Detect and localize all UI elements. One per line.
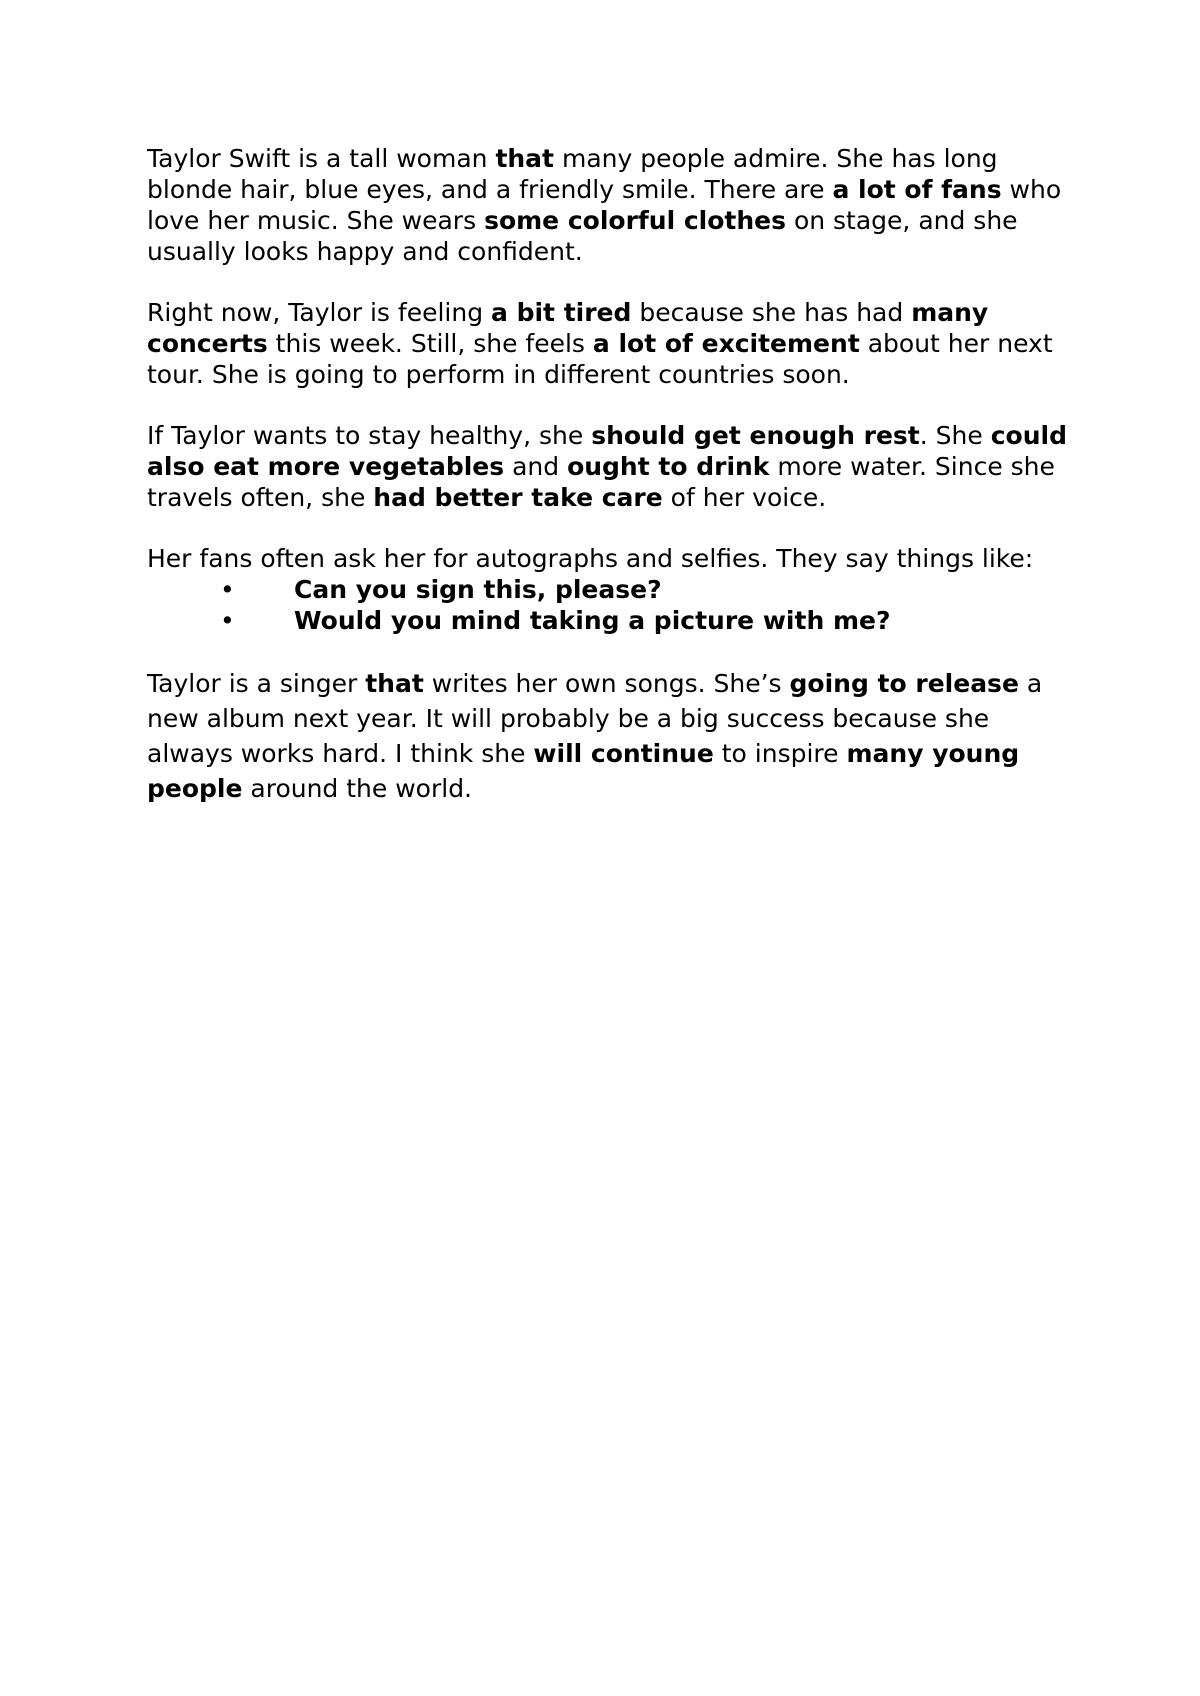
emphasized-text: had better take care (373, 483, 663, 512)
bullet-icon: • (220, 575, 235, 604)
document-page (147, 143, 1077, 836)
text-run: Taylor Swift is a tall woman (147, 144, 496, 173)
paragraph-closing (147, 666, 1077, 806)
emphasized-text: could also eat more vegetables (147, 421, 1067, 481)
paragraph-advice (147, 420, 1077, 513)
emphasized-text: some colorful clothes (484, 206, 786, 235)
text-run: this week. Still, she feels (267, 329, 593, 358)
emphasized-text: should get enough rest (591, 421, 920, 450)
emphasized-text: many young people (147, 739, 1020, 803)
text-run: . She (919, 421, 991, 450)
text-run: Right now, Taylor is feeling (147, 298, 492, 327)
text-run: Taylor is a singer (147, 669, 366, 698)
text-run: who love her music. She wears (147, 175, 1062, 235)
text-run: many people admire. She has long blonde hair, blue eyes, and a friendly smile. There are (147, 144, 998, 204)
quote-text: Would you mind taking a picture with me? (294, 606, 891, 635)
text-run: because she has had (631, 298, 912, 327)
text-run: on stage, and she usually looks happy and confident. (147, 206, 1018, 266)
emphasized-text: a bit tired (491, 298, 632, 327)
text-run: If Taylor wants to stay healthy, she (147, 421, 592, 450)
text-run: to inspire (713, 739, 847, 768)
paragraph-feelings (147, 297, 1077, 390)
bullet-icon: • (220, 606, 235, 635)
emphasized-text: a lot of excitement (592, 329, 860, 358)
text-run: a new album next year. It will probably be a big success because she always works hard. I think she (147, 669, 1043, 768)
text-run: writes her own songs. She’s (423, 669, 790, 698)
emphasized-text: many concerts (147, 298, 989, 358)
text-run: about her next tour. She is going to perform in different countries soon. (147, 329, 1053, 389)
emphasized-text: going to release (789, 669, 1019, 698)
emphasized-text: that (495, 144, 555, 173)
list-item (147, 605, 1077, 636)
quote-text: Can you sign this, please? (294, 575, 662, 604)
emphasized-text: ought to drink (567, 452, 770, 481)
emphasized-text: a lot of fans (832, 175, 1002, 204)
fan-quotes-list (147, 574, 1077, 636)
text-run: more water. Since she travels often, she (147, 452, 1055, 512)
text-run: and (504, 452, 568, 481)
paragraph-description (147, 143, 1077, 267)
text-run: around the world. (242, 774, 473, 803)
emphasized-text: will continue (533, 739, 714, 768)
paragraph-fans-intro: Her fans often ask her for autographs and selfies. They say things like: (147, 544, 1034, 573)
text-run: of her voice. (662, 483, 827, 512)
emphasized-text: that (365, 669, 424, 698)
list-item (147, 574, 1077, 605)
